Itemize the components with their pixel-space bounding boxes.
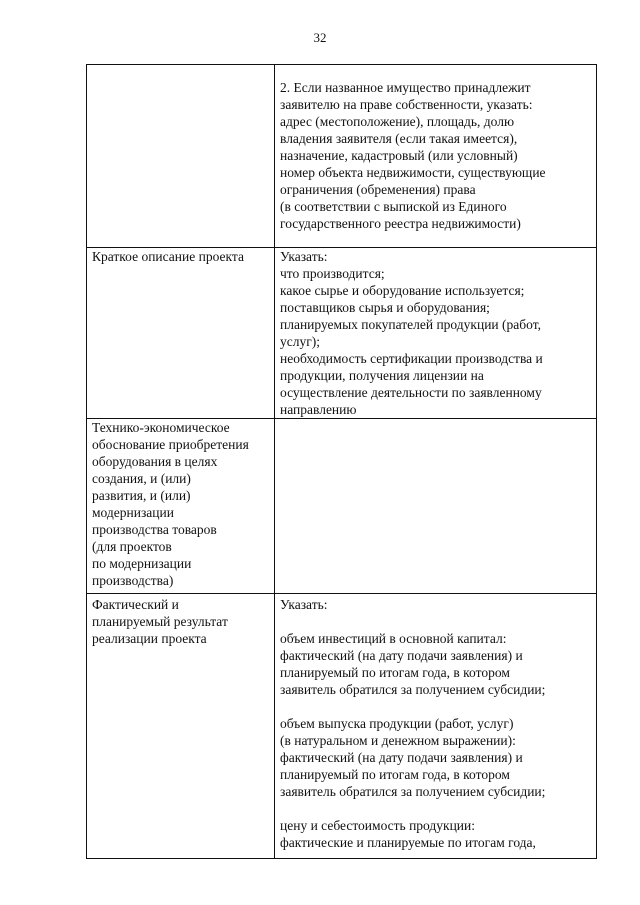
text-line: фактические и планируемые по итогам года, [280, 835, 536, 850]
text-line: Указать: [280, 597, 328, 612]
row-label: Технико-экономическое [92, 420, 230, 435]
text-line: адрес (местоположение), площадь, долю [280, 114, 515, 129]
blank-line [280, 800, 592, 817]
text-line: объем инвестиций в основной капитал: [280, 631, 507, 646]
text-line: фактический (на дату подачи заявления) и [280, 750, 523, 765]
text-line: ограничения (обременения) права [280, 182, 476, 197]
table-row [87, 65, 597, 248]
text-line: цену и себестоимость продукции: [280, 818, 476, 833]
row-label: планируемый результат [92, 614, 228, 629]
row-label: (для проектов [92, 539, 172, 554]
row-label: производства товаров [92, 522, 217, 537]
text-line: услуг); [280, 334, 321, 349]
text-line: объем выпуска продукции (работ, услуг) [280, 716, 514, 731]
row-label: по модернизации [92, 556, 192, 571]
row-label: оборудования в целях [92, 454, 218, 469]
row-3-label-cell [87, 419, 275, 594]
row-3-content-cell [275, 419, 597, 594]
text-line: номер объекта недвижимости, существующие [280, 165, 546, 180]
row-4-label-cell [87, 594, 275, 859]
row-2-label-cell [87, 248, 275, 419]
text-line: назначение, кадастровый (или условный) [280, 148, 518, 163]
text-line: заявитель обратился за получением субсидии; [280, 682, 546, 697]
text-line: планируемых покупателей продукции (работ, [280, 317, 541, 332]
requirements-table [86, 64, 597, 859]
text-line: необходимость сертификации производства и [280, 351, 543, 366]
text-line: продукции, получения лицензии на [280, 368, 484, 383]
table-row [87, 248, 597, 419]
text-line: заявителю на праве собственности, указать: [280, 97, 533, 112]
row-1-label-cell [87, 65, 275, 248]
row-label: создания, и (или) [92, 471, 191, 486]
row-label: развития, и (или) [92, 488, 191, 503]
table-row [87, 594, 597, 859]
text-line: Указать: [280, 249, 328, 264]
blank-line [280, 698, 592, 715]
page-number: 32 [313, 30, 327, 45]
row-label: модернизации [92, 505, 174, 520]
text-line: планируемый по итогам года, в котором [280, 665, 510, 680]
text-line: (в соответствии с выпиской из Единого [280, 199, 507, 214]
blank-line [280, 613, 592, 630]
row-label: обоснование приобретения [92, 437, 249, 452]
text-line: поставщиков сырья и оборудования; [280, 300, 490, 315]
text-line: заявитель обратился за получением субсидии; [280, 784, 546, 799]
text-line: что производится; [280, 266, 385, 281]
row-4-content-cell [275, 594, 597, 859]
text-line: государственного реестра недвижимости) [280, 216, 521, 231]
text-line: планируемый по итогам года, в котором [280, 767, 510, 782]
text-line: направлению [280, 402, 357, 417]
text-line: 2. Если названное имущество принадлежит [280, 80, 531, 95]
text-line: владения заявителя (если такая имеется), [280, 131, 518, 146]
text-line: какое сырье и оборудование используется; [280, 283, 525, 298]
row-label: производства) [92, 573, 174, 588]
table-row [87, 419, 597, 594]
row-label: Краткое описание проекта [92, 249, 244, 264]
row-2-content-cell [275, 248, 597, 419]
row-1-content-cell [275, 65, 597, 248]
row-label: Фактический и [92, 597, 179, 612]
text-line: (в натуральном и денежном выражении): [280, 733, 516, 748]
row-label: реализации проекта [92, 631, 207, 646]
text-line: фактический (на дату подачи заявления) и [280, 648, 523, 663]
text-line: осуществление деятельности по заявленному [280, 385, 542, 400]
